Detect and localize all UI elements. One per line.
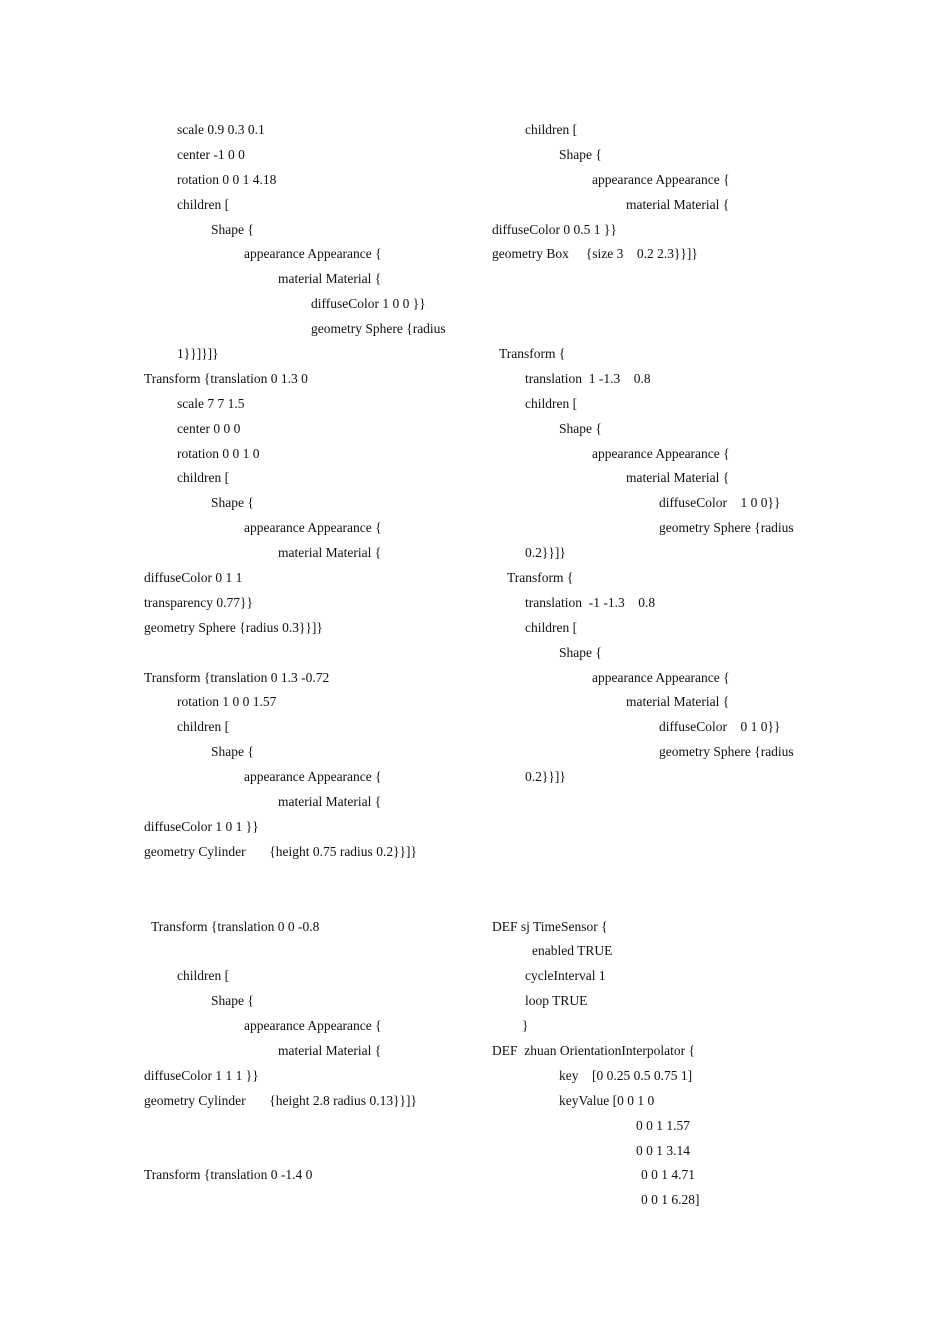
code-line: DEF zhuan OrientationInterpolator { <box>492 1042 695 1058</box>
code-line: Shape { <box>211 993 254 1009</box>
code-line: } <box>522 1018 529 1034</box>
code-line: Transform { <box>499 346 566 362</box>
code-line: geometry Sphere {radius <box>311 321 446 337</box>
code-line: Shape { <box>211 495 254 511</box>
code-line: diffuseColor 1 1 1 }} <box>144 1067 259 1083</box>
code-line: center 0 0 0 <box>177 420 241 436</box>
code-line: material Material { <box>278 545 382 561</box>
code-line: diffuseColor 0 1 0}} <box>659 719 781 735</box>
code-line: cycleInterval 1 <box>525 968 606 984</box>
code-line: material Material { <box>278 794 382 810</box>
code-line <box>492 317 822 342</box>
code-line: children [ <box>177 470 230 486</box>
code-line: Transform {translation 0 -1.4 0 <box>144 1167 313 1183</box>
code-line: Shape { <box>559 420 602 436</box>
code-line: appearance Appearance { <box>244 246 382 262</box>
code-line: diffuseColor 1 0 1 }} <box>144 818 259 834</box>
code-line <box>492 790 822 815</box>
code-line: children [ <box>177 196 230 212</box>
code-line: geometry Sphere {radius 0.3}}]} <box>144 619 323 635</box>
code-line: key [0 0.25 0.5 0.75 1] <box>559 1067 693 1083</box>
code-line: 0 0 1 3.14 <box>636 1142 690 1158</box>
code-line: 0 0 1 6.28] <box>641 1192 700 1208</box>
code-line: transparency 0.77}} <box>144 594 253 610</box>
code-line: material Material { <box>278 1042 382 1058</box>
code-line: children [ <box>177 719 230 735</box>
code-line <box>144 890 474 915</box>
code-line: scale 0.9 0.3 0.1 <box>177 122 265 137</box>
code-line: 0 0 1 4.71 <box>641 1167 695 1183</box>
code-line <box>492 292 822 317</box>
code-line: children [ <box>525 395 578 411</box>
code-line: appearance Appearance { <box>244 769 382 785</box>
code-line <box>492 840 822 865</box>
code-line: geometry Sphere {radius <box>659 520 794 536</box>
code-line: rotation 1 0 0 1.57 <box>177 694 277 710</box>
code-line: appearance Appearance { <box>244 1018 382 1034</box>
code-line: geometry Cylinder {height 2.8 radius 0.13}}]} <box>144 1092 417 1108</box>
code-line: material Material { <box>626 196 730 212</box>
code-line: appearance Appearance { <box>244 520 382 536</box>
code-line: diffuseColor 0 1 1 <box>144 570 243 586</box>
code-line <box>492 267 822 292</box>
code-line <box>144 1114 474 1139</box>
code-line: keyValue [0 0 1 0 <box>559 1092 655 1108</box>
code-line: translation -1 -1.3 0.8 <box>525 594 656 610</box>
code-line: material Material { <box>626 694 730 710</box>
code-line: appearance Appearance { <box>592 171 730 187</box>
code-line <box>144 939 474 964</box>
code-line: Shape { <box>211 744 254 760</box>
code-line: geometry Sphere {radius <box>659 744 794 760</box>
code-line: geometry Box {size 3 0.2 2.3}}]} <box>492 246 698 262</box>
code-line: Shape { <box>559 644 602 660</box>
code-line: rotation 0 0 1 4.18 <box>177 171 277 187</box>
right-code-column <box>492 118 822 1213</box>
code-line: Transform { <box>507 570 574 586</box>
code-line: DEF sj TimeSensor { <box>492 918 608 934</box>
code-line <box>492 815 822 840</box>
code-line <box>492 890 822 915</box>
code-line: 0.2}}]} <box>525 545 566 561</box>
code-line: translation 1 -1.3 0.8 <box>525 370 651 386</box>
code-line: diffuseColor 1 0 0}} <box>659 495 781 511</box>
code-line: Transform {translation 0 0 -0.8 <box>151 918 320 934</box>
code-line: material Material { <box>278 271 382 287</box>
code-line: center -1 0 0 <box>177 146 245 162</box>
code-line: Shape { <box>559 146 602 162</box>
code-line <box>144 1139 474 1164</box>
code-line: 1}}]}]} <box>177 346 219 362</box>
code-line <box>492 865 822 890</box>
code-line: Transform {translation 0 1.3 -0.72 <box>144 669 330 685</box>
code-line <box>144 641 474 666</box>
code-line: geometry Cylinder {height 0.75 radius 0.2}}]} <box>144 843 417 859</box>
code-line <box>144 865 474 890</box>
code-line: 0.2}}]} <box>525 769 566 785</box>
code-line: children [ <box>525 122 578 137</box>
code-line: children [ <box>177 968 230 984</box>
code-line: Transform {translation 0 1.3 0 <box>144 370 308 386</box>
code-line: enabled TRUE <box>532 943 613 959</box>
code-line: material Material { <box>626 470 730 486</box>
code-line: scale 7 7 1.5 <box>177 395 245 411</box>
code-line: diffuseColor 1 0 0 }} <box>311 296 426 312</box>
code-line: diffuseColor 0 0.5 1 }} <box>492 221 617 237</box>
code-line: loop TRUE <box>525 993 588 1009</box>
code-line: 0 0 1 1.57 <box>636 1117 690 1133</box>
code-line: rotation 0 0 1 0 <box>177 445 260 461</box>
left-code-column <box>144 118 474 1188</box>
code-line: children [ <box>525 619 578 635</box>
code-line: appearance Appearance { <box>592 669 730 685</box>
code-line: appearance Appearance { <box>592 445 730 461</box>
code-line: Shape { <box>211 221 254 237</box>
